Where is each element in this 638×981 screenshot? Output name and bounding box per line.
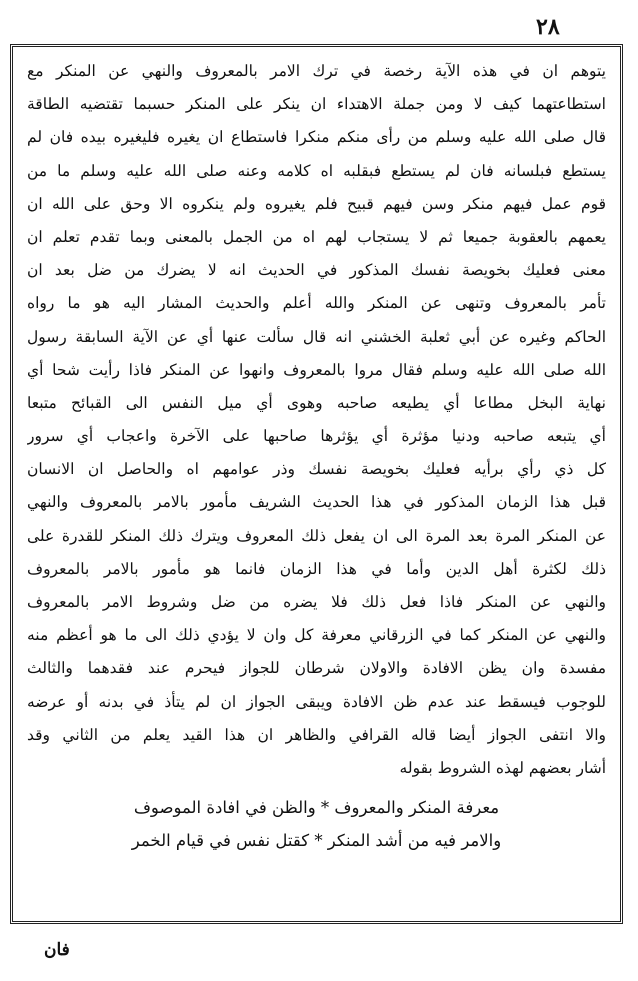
page-number: ٢٨	[536, 14, 560, 40]
body-text	[27, 55, 606, 785]
poem-verses	[27, 791, 606, 857]
text-line: قوم عمل فيهم منكر وسن فيهم قبيح فلم يغيروه ولم ينكروه الا وحق على الله ان	[27, 194, 606, 213]
text-line: يستطع فبلسانه فان لم يستطع فبقلبه اه كلامه وعنه صلى الله عليه وسلم ما من	[27, 161, 606, 180]
catchword: فان	[44, 940, 70, 960]
text-line: تأمر بالمعروف وتنهى عن المنكر والله أعلم والحديث المشار اليه هو ما رواه	[27, 294, 606, 313]
text-line: معنى فعليك بخويصة نفسك المذكور في الحديث انه لا يضرك من ضل بعد ان	[27, 261, 606, 280]
text-line: كل ذي رأي برأيه فعليك بخويصة نفسك وذر عوامهم اه والحاصل ان الانسان	[27, 460, 606, 479]
text-line: الحاكم وغيره عن أبي ثعلبة الخشني انه قال سألت عنها أي عن الآية السابقة رسول	[27, 327, 606, 346]
text-line: والنهي عن المنكر فاذا فعل ذلك فلا يضره من ضل وشروط الامر بالمعروف	[27, 593, 606, 611]
text-line: قال صلى الله عليه وسلم من رأى منكم منكرا فاستطاع ان يغيره فليغيره بيده فان لم	[27, 128, 606, 147]
text-line: عن المنكر المرة بعد المرة الى ان يفعل ذلك المعروف ويترك ذلك المنكر للقدرة على	[27, 526, 606, 545]
text-line: والنهي عن المنكر كما في الزرقاني معرفة كل وان لا يؤدي ذلك الى ما هو أعظم منه	[27, 626, 606, 645]
verse-line: معرفة المنكر والمعروف * والظن في افادة الموصوف	[133, 798, 500, 818]
text-line: استطاعتهما كيف لا ومن جملة الاهتداء ان ينكر على المنكر حسبما تقتضيه الطاقة	[27, 95, 606, 114]
text-line: ذلك لكثرة أهل الدين وأما في هذا الزمان فانما هو مأمور بالامر بالمعروف	[27, 559, 606, 578]
page-frame	[10, 44, 623, 924]
text-line: يعمهم بالعقوبة جميعا ثم لا يستجاب لهم اه من الجمل بالمعنى وبما تقدم تعلم ان	[27, 227, 606, 246]
text-line: الله صلى الله عليه وسلم فقال مروا بالمعروف وانهوا عن المنكر فاذا رأيت شحا أي	[27, 360, 606, 379]
text-line: أي يتبعه صاحبه ودنيا مؤثرة أي يؤثرها صاحبها على الآخرة واعجاب أي سرور	[27, 427, 606, 446]
text-line: يتوهم ان في هذه الآية رخصة في ترك الامر بالمعروف والنهي عن المنكر مع	[27, 62, 606, 80]
text-line: نهاية البخل مطاعا أي يطيعه صاحبه وهوى أي ميل النفس الى القبائح متبعا	[27, 393, 606, 412]
verse-line: والامر فيه من أشد المنكر * كقتل نفس في قيام الخمر	[131, 831, 502, 851]
text-line: مفسدة وان يظن الافادة والاولان شرطان للجواز فيحرم عند فقدهما والثالث	[27, 659, 606, 678]
text-line: أشار بعضهم لهذه الشروط بقوله	[399, 758, 606, 777]
text-line: والا انتفى الجواز أيضا قاله القرافي والظاهر ان هذا القيد يعلم من الثاني وقد	[27, 725, 606, 744]
text-line: قبل هذا الزمان المذكور في هذا الحديث الشريف مأمور بالامر بالمعروف والنهي	[27, 493, 606, 512]
text-line: للوجوب فيسقط عند عدم ظن الافادة ويبقى الجواز ان لم يتأذ في بدنه أو عرضه	[27, 692, 606, 711]
